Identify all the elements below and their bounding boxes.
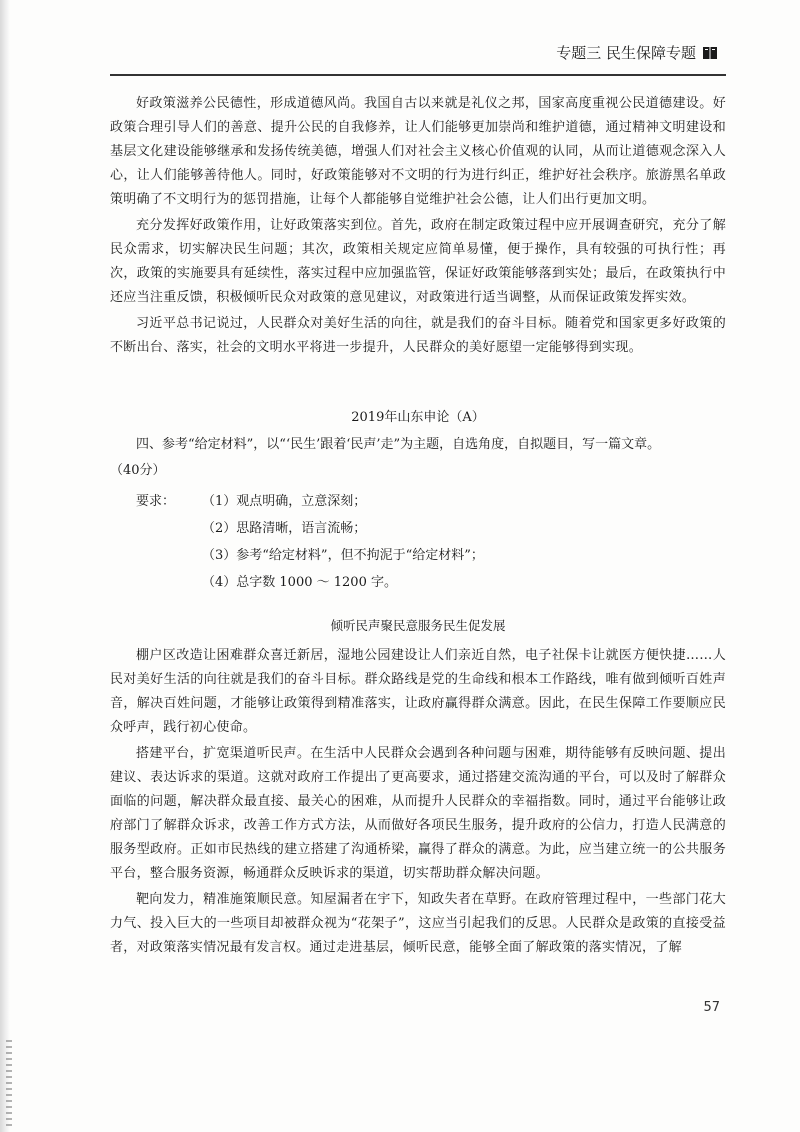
section-spacer	[110, 360, 726, 406]
body-paragraph: 习近平总书记说过，人民群众对美好生活的向往，就是我们的奋斗目标。随着党和国家更多好政策的不断出台、落实，社会的文明水平将进一步提升，人民群众的美好愿望一定能够得到实现。	[110, 316, 726, 355]
essay-paragraph: 靶向发力，精准施策顺民意。知屋漏者在宇下，知政失者在草野。在政府管理过程中，一些部门花大力气、投入巨大的一些项目却被群众视为“花架子”，这应当引起我们的反思。人民群众是政策的直接受益者，对政策落实情况最有发言权。通过走进基层，倾听民意，能够全面了解政策的落实情况，了解	[110, 892, 726, 955]
essay-paragraph: 搭建平台，扩宽渠道听民声。在生活中人民群众会遇到各种问题与困难，期待能够有反映问题、提出建议、表达诉求的渠道。这就对政府工作提出了更高要求，通过搭建交流沟通的平台，可以及时了解群众面临的问题，解决群众最直接、最关心的困难，从而提升人民群众的幸福指数。同时，通过平台能够让政府部门了解群众诉求，改善工作方式方法，从而做好各项民生服务，提升政府的公信力，打造人民满意的服务型政府。正如市民热线的建立搭建了沟通桥梁，赢得了群众的满意。为此，应当建立统一的公共服务平台，整合服务资源，畅通群众反映诉求的渠道，切实帮助群众解决问题。	[110, 746, 726, 881]
requirement-text: （2）思路清晰，语言流畅；	[202, 521, 367, 536]
scan-speckle	[6, 1040, 12, 1130]
body-paragraph: 充分发挥好政策作用，让好政策落实到位。首先，政府在制定政策过程中应开展调查研究，充分了解民众需求，切实解决民生问题；其次，政策相关规定应简单易懂，便于操作，具有较强的可执行性；再次，政策的实施要具有延续性，落实过程中应加强监管，保证好政策能够落到实处；最后，在政策执行中还应当注重反馈，积极倾听民众对政策的意见建议，对政策进行适当调整，从而保证政策发挥实效。	[110, 218, 726, 305]
book-icon	[702, 45, 718, 61]
header-title: 专题三 民生保障专题	[556, 44, 696, 62]
requirement-item	[110, 569, 726, 596]
requirements-list	[110, 488, 726, 596]
page-header	[556, 42, 718, 63]
question-text: 四、参考“给定材料”，以“‘民生’跟着‘民声’走”为主题，自选角度，自拟题目，写一篇文章。	[136, 437, 661, 452]
requirement-text: （4）总字数 1000 ～ 1200 字。	[202, 575, 397, 590]
requirement-item	[110, 542, 726, 569]
requirement-item	[110, 488, 726, 515]
requirement-item	[110, 515, 726, 542]
header-rule	[110, 74, 726, 76]
section-spacer	[110, 596, 726, 614]
requirement-text: （1）观点明确，立意深刻；	[202, 494, 367, 509]
body-paragraph: 好政策滋养公民德性，形成道德风尚。我国自古以来就是礼仪之邦，国家高度重视公民道德建设。好政策合理引导人们的善意、提升公民的自我修养，让人们能够更加崇尚和维护道德，通过精神文明建设和基层文化建设能够继承和发扬传统美德，增强人们对社会主义核心价值观的认同，从而让道德观念深入人心，让人们能够善待他人。同时，好政策能够对不文明的行为进行纠正，维护好社会秩序。旅游黑名单政策明确了不文明行为的惩罚措施，让每个人都能够自觉维护社会公德，让人们出行更加文明。	[110, 96, 726, 207]
requirement-text: （3）参考“给定材料”，但不拘泥于“给定材料”；	[202, 548, 484, 563]
page-number: 57	[703, 1000, 720, 1015]
question-score: （40分）	[110, 463, 166, 478]
requirements-label: 要求：	[136, 494, 176, 509]
essay-paragraph: 棚户区改造让困难群众喜迁新居，湿地公园建设让人们亲近自然，电子社保卡让就医方便快捷……人民对美好生活的向往就是我们的奋斗目标。群众路线是党的生命线和根本工作路线，唯有做到倾听百姓声音，解决百姓问题，才能够让政策得到精准落实，让政府赢得群众满意。因此，在民生保障工作要顺应民众呼声，践行初心使命。	[110, 648, 726, 735]
exam-title: 2019年山东申论（A）	[351, 410, 485, 425]
essay-title: 倾听民声聚民意服务民生促发展	[330, 618, 506, 633]
page-content	[110, 92, 726, 960]
scan-shadow-edge	[0, 0, 10, 1132]
